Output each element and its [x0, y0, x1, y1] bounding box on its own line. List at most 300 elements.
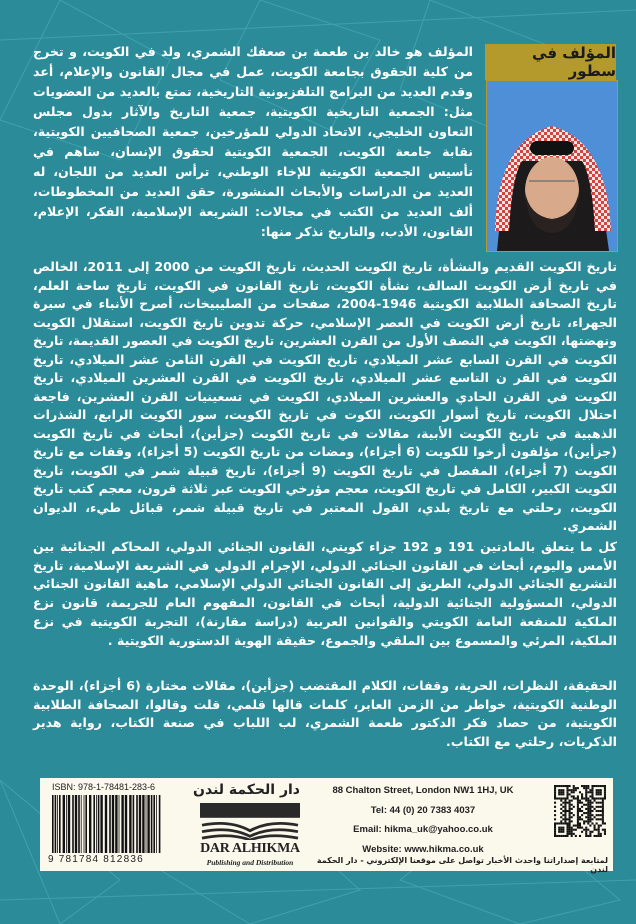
- qr-module: [579, 818, 581, 820]
- qr-module: [573, 806, 575, 808]
- qr-module: [571, 812, 573, 814]
- qr-module: [587, 785, 589, 787]
- qr-module: [562, 806, 564, 808]
- qr-module: [564, 816, 566, 818]
- qr-module: [594, 816, 596, 818]
- qr-module: [598, 827, 600, 829]
- qr-module: [569, 831, 571, 833]
- qr-module: [558, 793, 560, 795]
- barcode-bar: [129, 795, 131, 853]
- qr-module: [585, 787, 587, 789]
- barcode-bar: [96, 795, 97, 853]
- qr-module: [585, 827, 587, 829]
- qr-module: [554, 835, 556, 837]
- qr-module: [569, 833, 571, 835]
- qr-module: [602, 822, 604, 824]
- qr-module: [589, 808, 591, 810]
- qr-module: [594, 808, 596, 810]
- qr-module: [571, 808, 573, 810]
- qr-module: [587, 822, 589, 824]
- qr-module: [591, 802, 593, 804]
- email: Email: hikma_uk@yahoo.co.uk: [353, 824, 493, 835]
- qr-module: [575, 825, 577, 827]
- qr-module: [566, 789, 568, 791]
- qr-module: [587, 835, 589, 837]
- qr-module: [596, 829, 598, 831]
- qr-module: [600, 793, 602, 795]
- qr-module: [594, 785, 596, 787]
- barcode-bar: [109, 795, 111, 853]
- qr-module: [602, 810, 604, 812]
- qr-module: [562, 793, 564, 795]
- qr-module: [566, 827, 568, 829]
- qr-module: [583, 804, 585, 806]
- qr-module: [566, 797, 568, 799]
- qr-module: [558, 835, 560, 837]
- qr-module: [585, 833, 587, 835]
- barcode-bar: [133, 795, 135, 853]
- qr-module: [566, 822, 568, 824]
- qr-module: [571, 820, 573, 822]
- qr-module: [604, 787, 606, 789]
- qr-module: [581, 802, 583, 804]
- qr-module: [560, 791, 562, 793]
- qr-module: [573, 825, 575, 827]
- qr-module: [569, 802, 571, 804]
- qr-module: [585, 835, 587, 837]
- qr-module: [604, 785, 606, 787]
- qr-module: [581, 785, 583, 787]
- barcode-number: 9 781784 812836: [48, 854, 144, 865]
- qr-module: [579, 800, 581, 802]
- qr-module: [579, 822, 581, 824]
- qr-module: [566, 791, 568, 793]
- barcode-bar: [52, 795, 54, 853]
- qr-module: [560, 820, 562, 822]
- qr-module: [562, 785, 564, 787]
- qr-module: [573, 795, 575, 797]
- qr-module: [602, 814, 604, 816]
- qr-module: [583, 797, 585, 799]
- qr-module: [594, 797, 596, 799]
- qr-module: [598, 835, 600, 837]
- qr-module: [577, 797, 579, 799]
- qr-module: [566, 793, 568, 795]
- qr-module: [604, 789, 606, 791]
- other-books-paragraph: الحقيقة، النظرات، الحرية، وقفات، الكلام المقتضب (جزأين)، مقالات مختارة (6 أجزاء)، الوحدة الوطنية الكويتية، خواطر من الزمن العابر، كلمات قالها قلمي، قلت وقالوا، الصحافة الطلابية الكويتية، من حصاد فكر الدكتور طعمة الشمري، لب اللباب في صنعة الكتاب، رواية هدير الذكريات، رحلتي مع الكتاب.: [33, 678, 617, 750]
- qr-module: [596, 822, 598, 824]
- qr-module: [569, 827, 571, 829]
- qr-module: [558, 827, 560, 829]
- qr-module: [554, 787, 556, 789]
- qr-module: [602, 802, 604, 804]
- qr-module: [564, 785, 566, 787]
- publisher-name-arabic: دار الحكمة لندن: [193, 782, 300, 798]
- qr-module: [589, 835, 591, 837]
- qr-module: [600, 835, 602, 837]
- qr-module: [581, 814, 583, 816]
- barcode-bar: [139, 795, 141, 853]
- barcode-bar: [98, 795, 100, 853]
- qr-module: [600, 785, 602, 787]
- qr-module: [569, 829, 571, 831]
- qr-module: [554, 789, 556, 791]
- qr-module: [579, 825, 581, 827]
- qr-module: [600, 825, 602, 827]
- qr-module: [587, 797, 589, 799]
- qr-module: [589, 802, 591, 804]
- qr-module: [569, 810, 571, 812]
- qr-module: [589, 820, 591, 822]
- qr-module: [583, 829, 585, 831]
- qr-module: [579, 816, 581, 818]
- qr-module: [591, 785, 593, 787]
- qr-module: [591, 789, 593, 791]
- qr-module: [591, 797, 593, 799]
- qr-module: [604, 833, 606, 835]
- qr-module: [598, 806, 600, 808]
- barcode-bar: [75, 795, 77, 853]
- qr-module: [585, 785, 587, 787]
- qr-module: [579, 791, 581, 793]
- barcode-bar: [57, 795, 58, 853]
- qr-module: [604, 793, 606, 795]
- qr-module: [598, 791, 600, 793]
- barcode-bar: [68, 795, 70, 853]
- qr-module: [577, 820, 579, 822]
- qr-module: [600, 806, 602, 808]
- qr-module: [594, 835, 596, 837]
- qr-module: [585, 831, 587, 833]
- qr-module: [577, 814, 579, 816]
- qr-module: [589, 804, 591, 806]
- qr-module: [589, 800, 591, 802]
- qr-module: [571, 833, 573, 835]
- qr-module: [577, 808, 579, 810]
- qr-module: [571, 795, 573, 797]
- qr-module: [564, 822, 566, 824]
- qr-module: [589, 789, 591, 791]
- qr-module: [554, 810, 556, 812]
- qr-module: [577, 787, 579, 789]
- qr-module: [596, 789, 598, 791]
- qr-module: [589, 825, 591, 827]
- qr-module: [596, 814, 598, 816]
- qr-module: [585, 829, 587, 831]
- qr-module: [583, 812, 585, 814]
- qr-module: [569, 785, 571, 787]
- qr-module: [598, 802, 600, 804]
- qr-module: [598, 789, 600, 791]
- qr-module: [564, 814, 566, 816]
- qr-module: [600, 797, 602, 799]
- qr-module: [575, 835, 577, 837]
- qr-module: [585, 789, 587, 791]
- qr-module: [564, 835, 566, 837]
- qr-module: [589, 816, 591, 818]
- qr-module: [560, 829, 562, 831]
- qr-module: [571, 829, 573, 831]
- qr-module: [587, 812, 589, 814]
- qr-module: [594, 829, 596, 831]
- qr-module: [581, 793, 583, 795]
- barcode: [52, 795, 164, 853]
- qr-module: [604, 831, 606, 833]
- qr-module: [579, 835, 581, 837]
- qr-module: [604, 795, 606, 797]
- qr-module: [583, 787, 585, 789]
- qr-module: [591, 787, 593, 789]
- qr-module: [566, 787, 568, 789]
- qr-module: [569, 800, 571, 802]
- barcode-bar: [153, 795, 155, 853]
- qr-module: [560, 793, 562, 795]
- qr-module: [562, 814, 564, 816]
- barcode-bar: [112, 795, 114, 853]
- qr-module: [562, 818, 564, 820]
- qr-module: [569, 793, 571, 795]
- qr-module: [602, 804, 604, 806]
- barcode-bar: [142, 795, 144, 853]
- qr-module: [566, 833, 568, 835]
- qr-module: [589, 810, 591, 812]
- qr-module: [577, 802, 579, 804]
- qr-module: [581, 831, 583, 833]
- qr-module: [585, 820, 587, 822]
- qr-module: [598, 797, 600, 799]
- qr-module: [554, 791, 556, 793]
- qr-module: [581, 818, 583, 820]
- qr-module: [589, 812, 591, 814]
- qr-module: [591, 806, 593, 808]
- qr-module: [589, 791, 591, 793]
- barcode-bar: [66, 795, 67, 853]
- qr-module: [571, 835, 573, 837]
- author-in-brief-label: المؤلف في سطور: [485, 44, 616, 80]
- qr-module: [573, 814, 575, 816]
- qr-module: [569, 789, 571, 791]
- qr-module: [554, 829, 556, 831]
- qr-module: [564, 797, 566, 799]
- barcode-bar: [55, 795, 57, 853]
- qr-module: [596, 785, 598, 787]
- qr-module: [602, 816, 604, 818]
- qr-module: [571, 827, 573, 829]
- barcode-bar: [159, 795, 161, 853]
- qr-module: [585, 804, 587, 806]
- qr-module: [581, 827, 583, 829]
- qr-module: [556, 822, 558, 824]
- qr-module: [564, 820, 566, 822]
- barcode-bar: [72, 795, 74, 853]
- qr-module: [564, 810, 566, 812]
- qr-module: [560, 797, 562, 799]
- qr-module: [569, 814, 571, 816]
- qr-module: [554, 825, 556, 827]
- qr-module: [589, 814, 591, 816]
- qr-module: [558, 789, 560, 791]
- qr-module: [560, 785, 562, 787]
- qr-module: [583, 822, 585, 824]
- qr-module: [566, 795, 568, 797]
- qr-module: [587, 810, 589, 812]
- barcode-bar: [146, 795, 147, 853]
- qr-module: [585, 791, 587, 793]
- qr-module: [600, 802, 602, 804]
- qr-module: [596, 806, 598, 808]
- qr-module: [594, 827, 596, 829]
- qr-module: [575, 797, 577, 799]
- qr-module: [566, 831, 568, 833]
- qr-module: [591, 810, 593, 812]
- qr-module: [602, 820, 604, 822]
- publisher-name-english: DAR ALHIKMA: [200, 841, 300, 856]
- qr-module: [591, 795, 593, 797]
- qr-module: [587, 808, 589, 810]
- qr-module: [573, 797, 575, 799]
- qr-module: [560, 812, 562, 814]
- qr-module: [585, 812, 587, 814]
- qr-module: [558, 797, 560, 799]
- qr-module: [562, 797, 564, 799]
- qr-module: [596, 793, 598, 795]
- barcode-bar: [156, 795, 157, 853]
- qr-module: [577, 804, 579, 806]
- qr-module: [587, 787, 589, 789]
- publisher-subtitle: Publishing and Distribution: [206, 858, 294, 867]
- isbn-label: ISBN: 978-1-78481-283-6: [52, 782, 156, 792]
- barcode-bar: [84, 795, 85, 853]
- barcode-bar: [93, 795, 95, 853]
- qr-module: [564, 804, 566, 806]
- publisher-contact: [308, 781, 538, 859]
- qr-module: [573, 791, 575, 793]
- qr-module: [554, 831, 556, 833]
- qr-module: [581, 806, 583, 808]
- qr-module: [571, 831, 573, 833]
- qr-module: [562, 829, 564, 831]
- qr-module: [585, 808, 587, 810]
- qr-module: [583, 820, 585, 822]
- qr-module: [560, 835, 562, 837]
- open-book-logo-icon: [200, 803, 300, 840]
- qr-module: [569, 816, 571, 818]
- qr-module: [554, 814, 556, 816]
- qr-module: [587, 829, 589, 831]
- barcode-bar: [100, 795, 102, 853]
- qr-module: [585, 795, 587, 797]
- qr-module: [566, 835, 568, 837]
- qr-module: [562, 835, 564, 837]
- barcode-bar: [151, 795, 153, 853]
- qr-module: [569, 812, 571, 814]
- qr-module: [558, 831, 560, 833]
- qr-module: [569, 822, 571, 824]
- qr-module: [575, 787, 577, 789]
- qr-module: [564, 812, 566, 814]
- qr-module: [554, 833, 556, 835]
- qr-module: [577, 812, 579, 814]
- qr-module: [600, 791, 602, 793]
- qr-module: [596, 791, 598, 793]
- law-books-paragraph: كل ما يتعلق بالمادتين 191 و 192 جزاء كويتي، القانون الجنائي الدولي، المحاكم الجنائية بين الأمس واليوم، أبحاث في القانون الجنائي الدولي، الإجرام الدولي في الشريعة الإسلامية، تاريخ التشريع الجنائي الدولي، الطريق إلى القانون الجنائي الدولي الإسلامي، ماهية القانون الجنائي الدولي، المسؤولية الجنائية الدولية، أبحاث في القانون، المفهوم العام للجريمة، قانون نزع الملكية للمنفعة العامة الكويتي والقوانين العربية (دراسة مقارنة)، التجربة الكويتية في نزع الملكية، المرئي والمسموع بين الملقي والجموع، حقيقة الهوية الدستورية الكويتية .: [33, 539, 617, 648]
- qr-module: [558, 791, 560, 793]
- qr-module: [579, 810, 581, 812]
- qr-module: [562, 802, 564, 804]
- qr-code: [554, 785, 606, 837]
- qr-module: [554, 795, 556, 797]
- qr-module: [577, 822, 579, 824]
- qr-module: [587, 814, 589, 816]
- qr-module: [604, 822, 606, 824]
- qr-module: [579, 808, 581, 810]
- barcode-bar: [115, 795, 117, 853]
- qr-module: [554, 806, 556, 808]
- qr-module: [566, 810, 568, 812]
- qr-module: [564, 808, 566, 810]
- qr-module: [577, 795, 579, 797]
- barcode-bar: [59, 795, 61, 853]
- qr-module: [564, 806, 566, 808]
- qr-module: [591, 822, 593, 824]
- qr-module: [589, 833, 591, 835]
- qr-module: [604, 797, 606, 799]
- qr-module: [573, 787, 575, 789]
- history-books-paragraph: تاريخ الكويت القديم والنشأة، تاريخ الكويت الحديث، تاريخ الكويت من 2000 إلى 2011، الخالص في تاريخ أرض الكويت السالف، نشأة الكويت، تاريخ القانون في الكويت، تاريخ ساحة العلم، تاريخ الصحافة الطلابية الكويتية 1946-2004، صفحات من الصليبيخات، أصرح الأنباء في سيرة الجهراء، تاريخ أرض الكويت في العصر الإسلامي، حركة تدوين تاريخ الكويت، استقلال الكويت ونهضتها، الكويت في النصف الأول من القرن العشرين، تاريخ الكويت في العصور القديمة، تاريخ الكويت في القرن السابع عشر الميلادي، تاريخ الكويت في القرن الثامن عشر الميلادي، تاريخ الكويت في القر ن التاسع عشر الميلادي، تاريخ الكويت في القرن العشرين الميلادي، تاريخ الكويت في القرن الحادي والعشرين الميلادي، الكويت في تسعينيات القرن العشرين، فاجعة احتلال الكويت، تاريخ أسوار الكويت، الكوت في تاريخ الكويت، سور الكويت الرابع، الشذرات الذهبية في تاريخ الكويت الأبية، مقالات في تاريخ الكويت (جزأين)، أبحاث في تاريخ الكويت (جزأين)، مؤلفون أرخوا للكويت (6 أجزاء)، ومضات من تاريخ الكويت (5 أجزاء)، وقفات مع تاريخ الكويت (7 أجزاء)، المفصل في تاريخ الكويت (9 أجزاء)، تاريخ قبيلة شمر في الكويت، تاريخ الكويت الكبير، الكامل في تاريخ الكويت، معجم مؤرخي الكويت عبر ثلاثة قرون، معجم كتب تاريخ الكويت، رحلتي مع تاريخ بلدي، القول المعتبر في تاريخ قبيلة شمر، قبائل طيء، الديوان الشمري.: [33, 259, 618, 533]
- qr-module: [587, 791, 589, 793]
- qr-module: [554, 827, 556, 829]
- barcode-bar: [147, 795, 149, 853]
- qr-module: [569, 825, 571, 827]
- qr-module: [564, 802, 566, 804]
- qr-module: [558, 829, 560, 831]
- qr-module: [560, 816, 562, 818]
- qr-module: [585, 793, 587, 795]
- qr-module: [579, 827, 581, 829]
- qr-module: [585, 797, 587, 799]
- qr-module: [577, 800, 579, 802]
- barcode-bar: [85, 795, 87, 853]
- qr-module: [587, 806, 589, 808]
- qr-module: [556, 797, 558, 799]
- qr-module: [554, 822, 556, 824]
- qr-module: [562, 789, 564, 791]
- barcode-bar: [105, 795, 107, 853]
- barcode-bar: [81, 795, 82, 853]
- qr-module: [579, 802, 581, 804]
- qr-module: [587, 818, 589, 820]
- follow-note: لمتابعة إصداراتنا واحدث الأخبار تواصل على موقعنا الإلكتروني - دار الحكمة لندن: [316, 856, 608, 874]
- qr-module: [581, 797, 583, 799]
- qr-module: [562, 822, 564, 824]
- qr-module: [602, 785, 604, 787]
- qr-module: [554, 793, 556, 795]
- qr-module: [600, 789, 602, 791]
- qr-module: [600, 818, 602, 820]
- qr-module: [556, 785, 558, 787]
- qr-module: [562, 810, 564, 812]
- qr-module: [589, 831, 591, 833]
- qr-module: [602, 806, 604, 808]
- qr-module: [591, 831, 593, 833]
- qr-module: [554, 802, 556, 804]
- qr-module: [602, 818, 604, 820]
- qr-module: [554, 785, 556, 787]
- qr-module: [566, 785, 568, 787]
- qr-module: [591, 791, 593, 793]
- barcode-bar: [63, 795, 65, 853]
- qr-module: [604, 829, 606, 831]
